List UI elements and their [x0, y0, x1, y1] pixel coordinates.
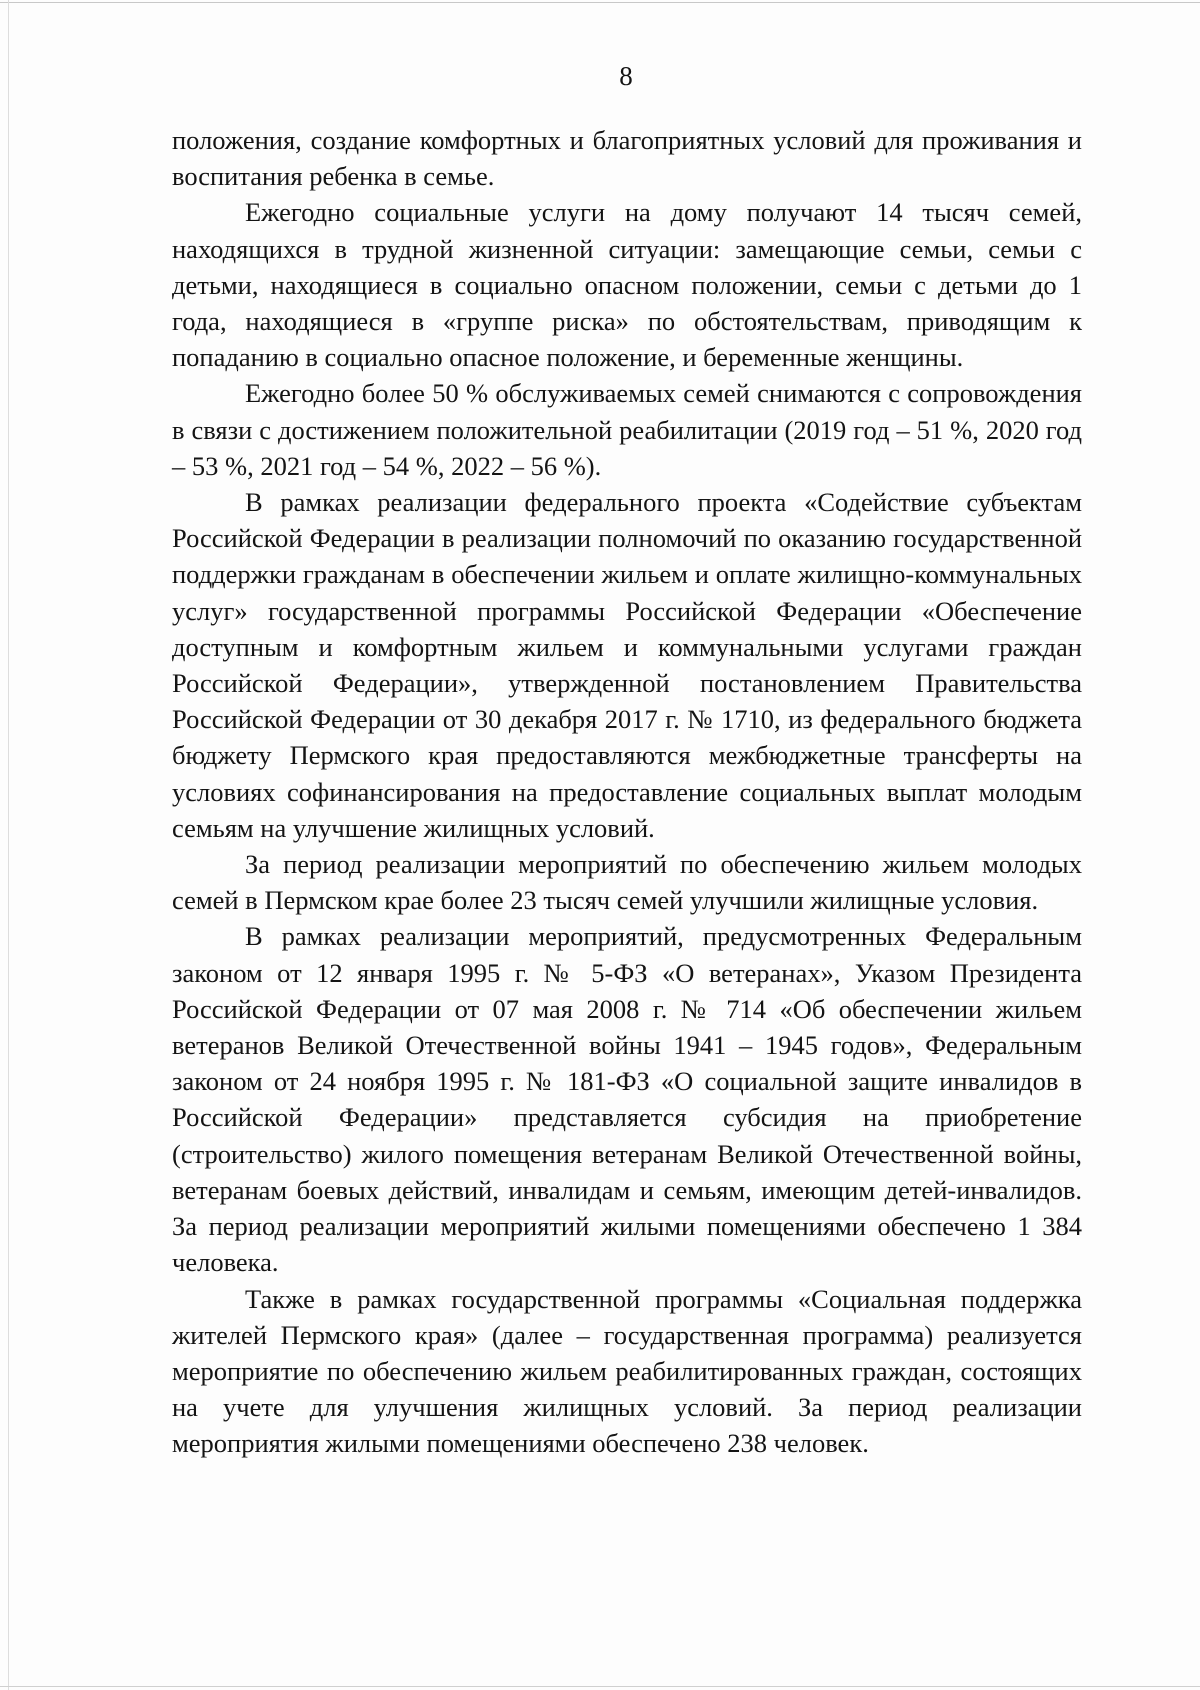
paragraph-3: Ежегодно более 50 % обслуживаемых семей снимаются с сопровождения в связи с достижением положительной реабилитации (2019 год – 51 %, 2020 год – 53 %, 2021 год – 54 %, 2022 – 56 %).	[172, 378, 1082, 481]
page-number: 8	[619, 61, 633, 91]
paragraph-1: положения, создание комфортных и благоприятных условий для проживания и воспитания ребенка в семье.	[172, 125, 1082, 192]
paragraph-6: В рамках реализации мероприятий, предусмотренных Федеральным законом от 12 января 1995 г. № 5-ФЗ «О ветеранах», Указом Президента Российской Федерации от 07 мая 2008 г. № 714 «Об обеспечении жильем ветеранов Великой Отечественной войны 1941 – 1945 годов», Федеральным законом от 24 ноября 1995 г. № 181-ФЗ «О социальной защите инвалидов в Российской Федерации» представляется субсидия на приобретение (строительство) жилого помещения ветеранам Великой Отечественной войны, ветеранам боевых действий, инвалидам и семьям, имеющим детей-инвалидов. За период реализации мероприятий жилыми помещениями обеспечено 1 384 человека.	[172, 921, 1082, 1278]
paragraph-4: В рамках реализации федерального проекта «Содействие субъектам Российской Федерации в реализации полномочий по оказанию государственной поддержки гражданам в обеспечении жильем и оплате жилищно-коммунальных услуг» государственной программы Российской Федерации «Обеспечение доступным и комфортным жильем и коммунальными услугами граждан Российской Федерации», утвержденной постановлением Правительства Российской Федерации от 30 декабря 2017 г. № 1710, из федерального бюджета бюджету Пермского края предоставляются межбюджетные трансферты на условиях софинансирования на предоставление социальных выплат молодым семьям на улучшение жилищных условий.	[172, 487, 1082, 843]
document-body	[172, 122, 1082, 1462]
scan-edge-top	[0, 2, 1200, 3]
paragraph-7: Также в рамках государственной программы «Социальная поддержка жителей Пермского края» (далее – государственная программа) реализуется мероприятие по обеспечению жильем реабилитированных граждан, состоящих на учете для улучшения жилищных условий. За период реализации мероприятия жилыми помещениями обеспечено 238 человек.	[172, 1283, 1082, 1459]
scan-edge-bottom	[0, 1686, 1200, 1687]
scan-edge-left	[8, 0, 9, 1690]
paragraph-5: За период реализации мероприятий по обеспечению жильем молодых семей в Пермском крае более 23 тысяч семей улучшили жилищные условия.	[172, 849, 1082, 916]
paragraph-2: Ежегодно социальные услуги на дому получают 14 тысяч семей, находящихся в трудной жизненной ситуации: замещающие семьи, семьи с детьми, находящиеся в социально опасном положении, семьи с детьми до 1 года, находящиеся в «группе риска» по обстоятельствам, приводящим к попаданию в социально опасное положение, и беременные женщины.	[172, 197, 1082, 373]
